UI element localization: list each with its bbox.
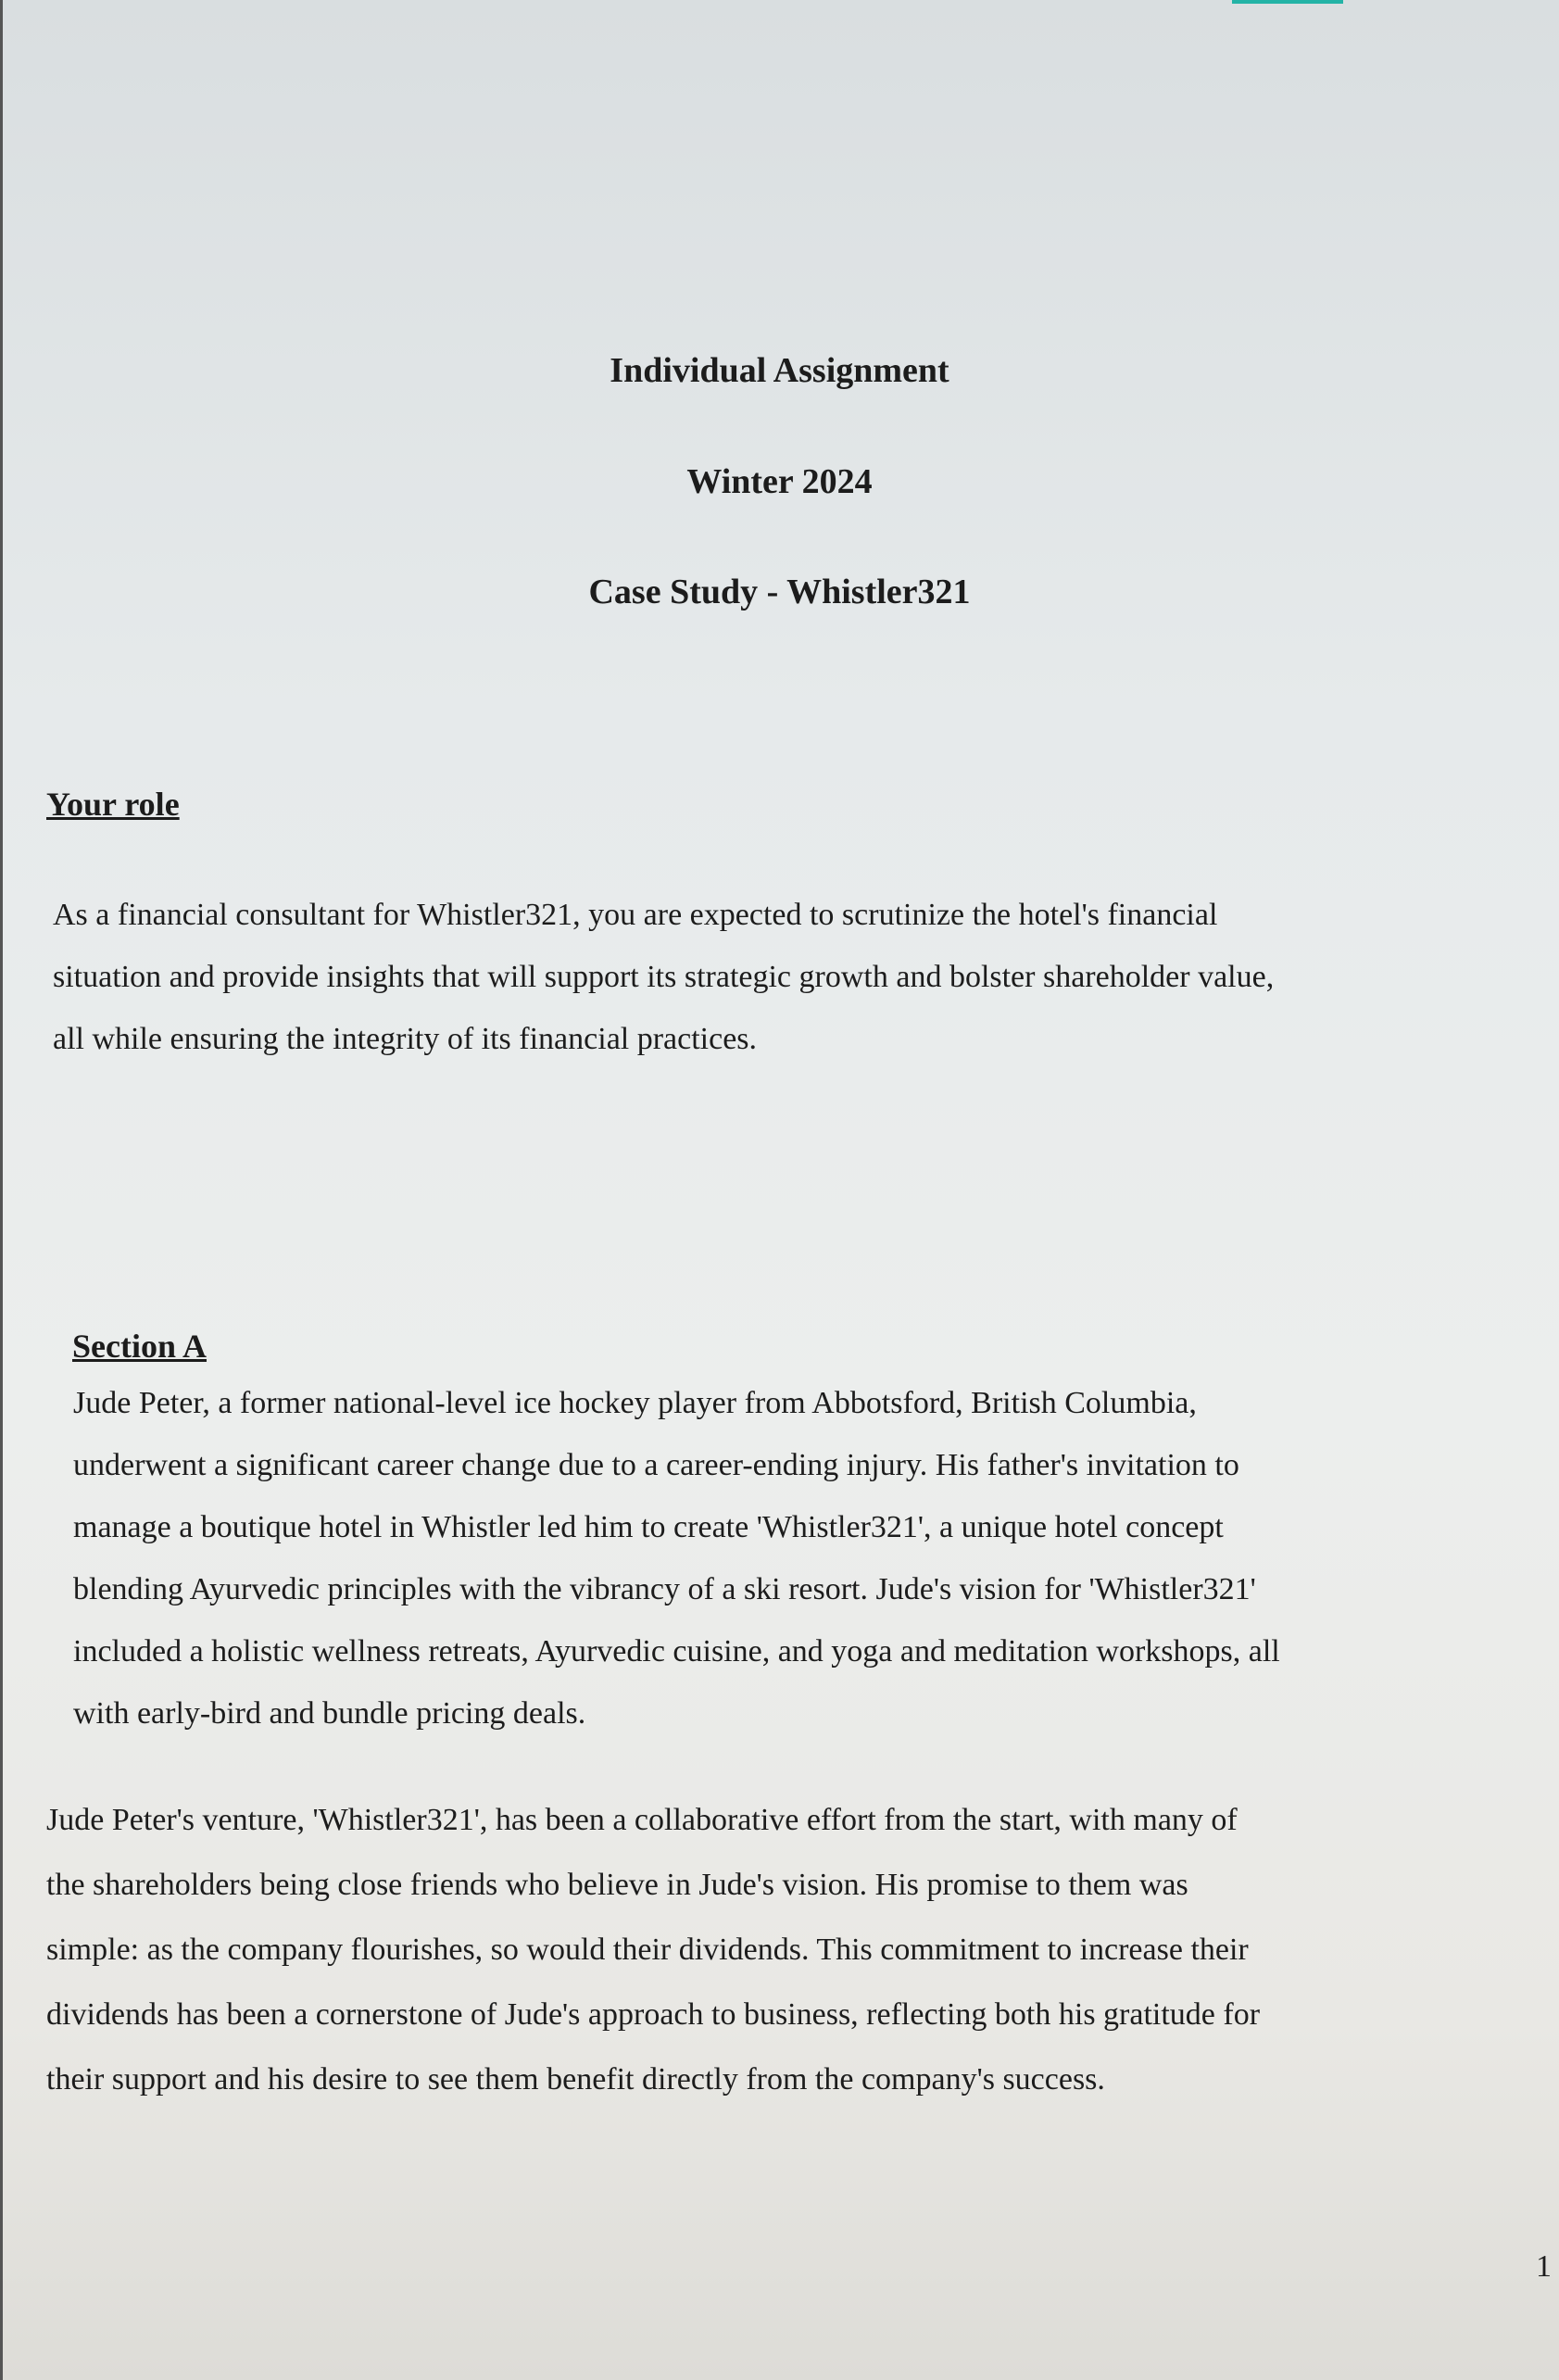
section-a-heading: Section A	[72, 1328, 207, 1365]
role-line: all while ensuring the integrity of its financial practices.	[53, 1022, 758, 1056]
section-a-line: Jude Peter's venture, 'Whistler321', has been a collaborative effort from the start, with many of	[46, 1803, 1238, 1837]
section-a-line: their support and his desire to see them benefit directly from the company's success.	[46, 2062, 1105, 2097]
case-study-title: Case Study - Whistler321	[588, 573, 971, 611]
section-a-line: dividends has been a cornerstone of Jude's approach to business, reflecting both his gratitude for	[46, 1997, 1261, 2032]
role-paragraph	[53, 884, 1498, 1070]
section-a-line: the shareholders being close friends who believe in Jude's vision. His promise to them was	[46, 1868, 1188, 1902]
section-a-line: blending Ayurvedic principles with the vibrancy of a ski resort. Jude's vision for 'Whistler321'	[73, 1572, 1256, 1606]
role-line: As a financial consultant for Whistler321, you are expected to scrutinize the hotel's financial	[53, 898, 1218, 932]
top-accent-strip	[1232, 0, 1343, 4]
section-a-line: included a holistic wellness retreats, Ayurvedic cuisine, and yoga and meditation workshops, all	[73, 1634, 1280, 1669]
section-a-paragraph-2	[46, 1788, 1538, 2112]
role-line: situation and provide insights that will support its strategic growth and bolster shareholder value,	[53, 960, 1275, 994]
section-a-line: simple: as the company flourishes, so would their dividends. This commitment to increase their	[46, 1933, 1249, 1967]
section-a-line: Jude Peter, a former national-level ice hockey player from Abbotsford, British Columbia,	[73, 1386, 1197, 1420]
role-heading: Your role	[46, 786, 180, 823]
document-title: Individual Assignment	[610, 351, 949, 390]
section-a-line: underwent a significant career change due to a career-ending injury. His father's invitation to	[73, 1448, 1239, 1482]
document-term: Winter 2024	[686, 462, 873, 501]
section-a-line: with early-bird and bundle pricing deals.	[73, 1696, 586, 1731]
section-a-line: manage a boutique hotel in Whistler led him to create 'Whistler321', a unique hotel concept	[73, 1510, 1224, 1544]
section-a-paragraph-1	[73, 1372, 1518, 1744]
page-number: 1	[1536, 2249, 1552, 2284]
